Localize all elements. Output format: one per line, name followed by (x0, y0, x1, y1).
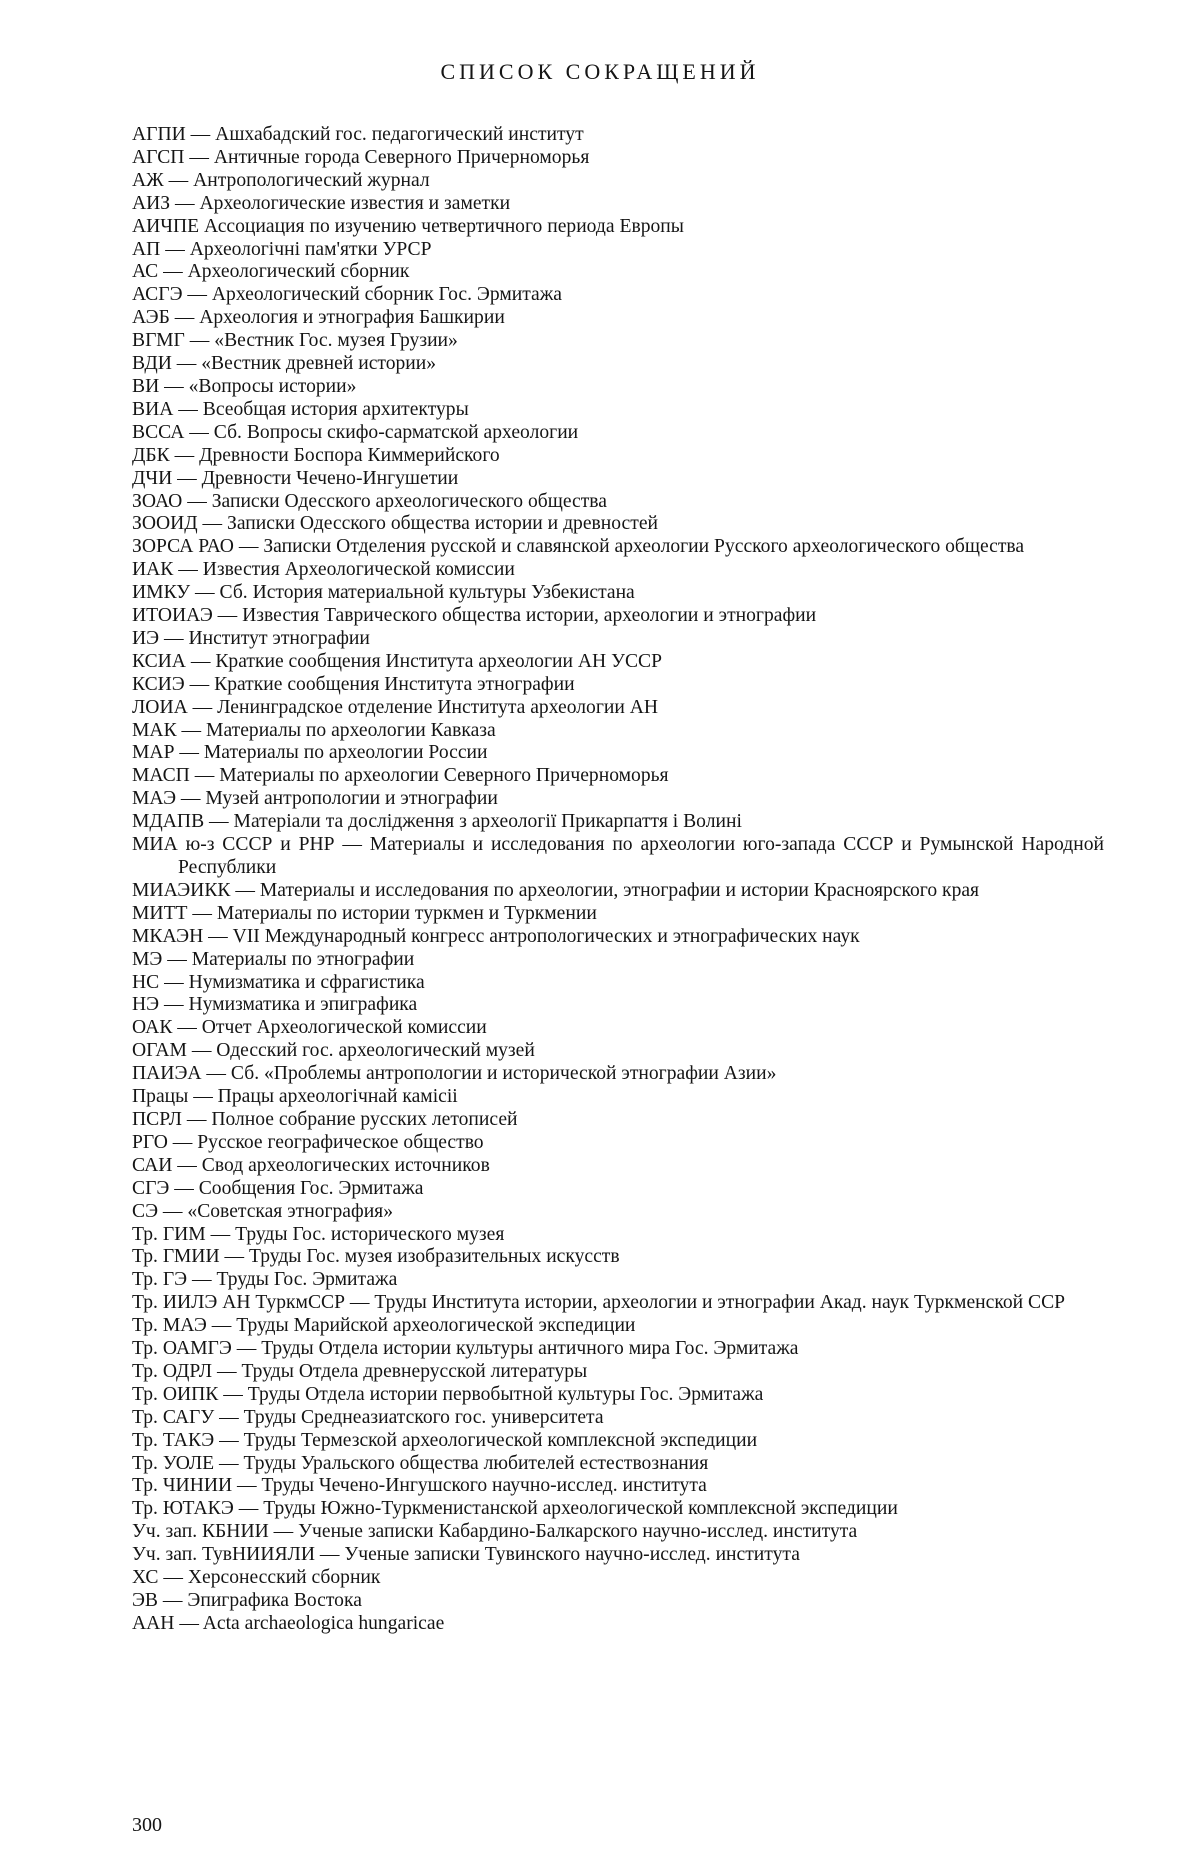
abbreviation-entry: МАСП — Материалы по археологии Северного Причерноморья (132, 765, 669, 787)
abbreviation-entry: Тр. ГЭ — Труды Гос. Эрмитажа (132, 1269, 398, 1291)
abbreviation-entry: НЭ — Нумизматика и эпиграфика (132, 994, 418, 1016)
abbreviation-entry: СЭ — «Советская этнография» (132, 1200, 393, 1222)
abbreviation-entry: МИТТ — Материалы по истории туркмен и Туркмении (132, 902, 597, 924)
abbreviation-entry: Тр. ГМИИ — Труды Гос. музея изобразительных искусств (132, 1246, 620, 1268)
abbreviation-entry: ДБК — Древности Боспора Киммерийского (132, 444, 500, 466)
abbreviation-entry: ВИА — Всеобщая история архитектуры (132, 398, 469, 420)
page-number: 300 (132, 1814, 162, 1836)
abbreviation-entry: АСГЭ — Археологический сборник Гос. Эрмитажа (132, 284, 562, 306)
abbreviation-entry: ВГМГ — «Вестник Гос. музея Грузии» (132, 330, 458, 352)
abbreviation-entry: МИА ю-з СССР и РНР — Материалы и исследования по археологии юго-запада СССР и Румынской Народной Республики (132, 834, 1104, 878)
abbreviation-entry: АГСП — Античные города Северного Причерноморья (132, 146, 590, 168)
abbreviation-entry: Працы — Працы археологічнай камісіі (132, 1086, 458, 1108)
abbreviation-entry: КСИЭ — Краткие сообщения Института этнографии (132, 673, 575, 695)
abbreviation-entry: СГЭ — Сообщения Гос. Эрмитажа (132, 1177, 424, 1199)
abbreviation-entry: ВИ — «Вопросы истории» (132, 375, 357, 397)
abbreviation-entry: ДЧИ — Древности Чечено-Ингушетии (132, 467, 459, 489)
abbreviation-entry: Тр. ЧИНИИ — Труды Чечено-Ингушского научно-исслед. института (132, 1475, 707, 1497)
abbreviation-entry: АГПИ — Ашхабадский гос. педагогический институт (132, 124, 584, 145)
abbreviation-entry: Тр. ГИМ — Труды Гос. исторического музея (132, 1223, 505, 1245)
abbreviation-entry: МИАЭИКК — Материалы и исследования по археологии, этнографии и истории Красноярского края (132, 879, 980, 901)
abbreviation-entry: Тр. ТАКЭ — Труды Термезской археологической комплексной экспедиции (132, 1429, 758, 1451)
abbreviation-entry: ОАК — Отчет Археологической комиссии (132, 1017, 487, 1039)
abbreviation-entry: Тр. ОИПК — Труды Отдела истории первобытной культуры Гос. Эрмитажа (132, 1383, 764, 1405)
abbreviation-entry: КСИА — Краткие сообщения Института археологии АН УССР (132, 650, 662, 672)
abbreviation-entry: Уч. зап. КБНИИ — Ученые записки Кабардино-Балкарского научно-исслед. института (132, 1521, 858, 1543)
abbreviation-entry: Тр. МАЭ — Труды Марийской археологической экспедиции (132, 1315, 636, 1337)
abbreviation-entry: Тр. САГУ — Труды Среднеазиатского гос. университета (132, 1406, 604, 1428)
abbreviation-entry: ОГАМ — Одесский гос. археологический музей (132, 1040, 535, 1062)
abbreviation-entry: МАЭ — Музей антропологии и этнографии (132, 788, 498, 810)
abbreviation-entry: РГО — Русское географическое общество (132, 1131, 484, 1153)
abbreviation-entry: МАК — Материалы по археологии Кавказа (132, 719, 496, 741)
abbreviation-entry: ИМКУ — Сб. История материальной культуры Узбекистана (132, 582, 635, 604)
abbreviation-entry: ВДИ — «Вестник древней истории» (132, 353, 437, 375)
abbreviation-entry: ЭВ — Эпиграфика Востока (132, 1590, 362, 1611)
abbreviation-entry: ЗООИД — Записки Одесского общества истории и древностей (132, 513, 658, 535)
abbreviation-entry: Уч. зап. ТувНИИЯЛИ — Ученые записки Тувинского научно-исслед. института (132, 1544, 800, 1566)
abbreviation-entry: Тр. ИИЛЭ АН ТуркмССР — Труды Института истории, археологии и этнографии Акад. наук Туркменской ССР (132, 1292, 1066, 1314)
abbreviation-entry: АП — Археологічні пам'ятки УРСР (132, 238, 432, 260)
abbreviation-entry: МАР — Материалы по археологии России (132, 742, 488, 764)
abbreviation-entry: ЗОАО — Записки Одесского археологического общества (132, 490, 607, 512)
abbreviation-entry: АИЧПЕ Ассоциация по изучению четвертичного периода Европы (132, 215, 684, 237)
abbreviation-entry: АЭБ — Археология и этнография Башкирии (132, 307, 505, 329)
abbreviation-entry: Тр. ОДРЛ — Труды Отдела древнерусской литературы (132, 1360, 588, 1382)
abbreviation-entry: Тр. ЮТАКЭ — Труды Южно-Туркменистанской археологической комплексной экспедиции (132, 1498, 898, 1520)
abbreviation-entry: МЭ — Материалы по этнографии (132, 948, 415, 970)
abbreviation-entry: Тр. УОЛЕ — Труды Уральского общества любителей естествознания (132, 1452, 709, 1474)
abbreviation-entry: ПАИЭА — Сб. «Проблемы антропологии и исторической этнографии Азии» (132, 1063, 777, 1085)
abbreviation-entry: АС — Археологический сборник (132, 261, 410, 283)
page-title: СПИСОК СОКРАЩЕНИЙ (440, 59, 760, 84)
abbreviation-entry: ИТОИАЭ — Известия Таврического общества истории, археологии и этнографии (132, 605, 817, 627)
abbreviation-entry: НС — Нумизматика и сфрагистика (132, 971, 425, 993)
abbreviation-list (132, 124, 1104, 1636)
abbreviation-entry: ЛОИА — Ленинградское отделение Института археологии АН (132, 696, 659, 718)
abbreviation-entry: МКАЭН — VII Международный конгресс антропологических и этнографических наук (132, 925, 860, 947)
abbreviation-entry: AAH — Acta archaeologica hungaricae (132, 1612, 445, 1634)
abbreviation-entry: Тр. ОАМГЭ — Труды Отдела истории культуры античного мира Гос. Эрмитажа (132, 1338, 799, 1360)
abbreviation-entry: ЗОРСА РАО — Записки Отделения русской и славянской археологии Русского археологического общества (132, 536, 1025, 558)
abbreviation-entry: МДАПВ — Матеріали та дослідження з археології Прикарпаття і Волині (132, 811, 742, 833)
abbreviation-entry: ИАК — Известия Археологической комиссии (132, 559, 515, 581)
abbreviation-entry: ВССА — Сб. Вопросы скифо-сарматской археологии (132, 421, 579, 443)
abbreviation-entry: ПСРЛ — Полное собрание русских летописей (132, 1108, 518, 1130)
abbreviation-entry: АИЗ — Археологические известия и заметки (132, 192, 511, 214)
abbreviation-entry: САИ — Свод археологических источников (132, 1154, 490, 1176)
abbreviation-entry: ХС — Херсонесский сборник (132, 1567, 381, 1589)
abbreviation-entry: АЖ — Антропологический журнал (132, 169, 430, 191)
abbreviation-entry: ИЭ — Институт этнографии (132, 627, 370, 649)
